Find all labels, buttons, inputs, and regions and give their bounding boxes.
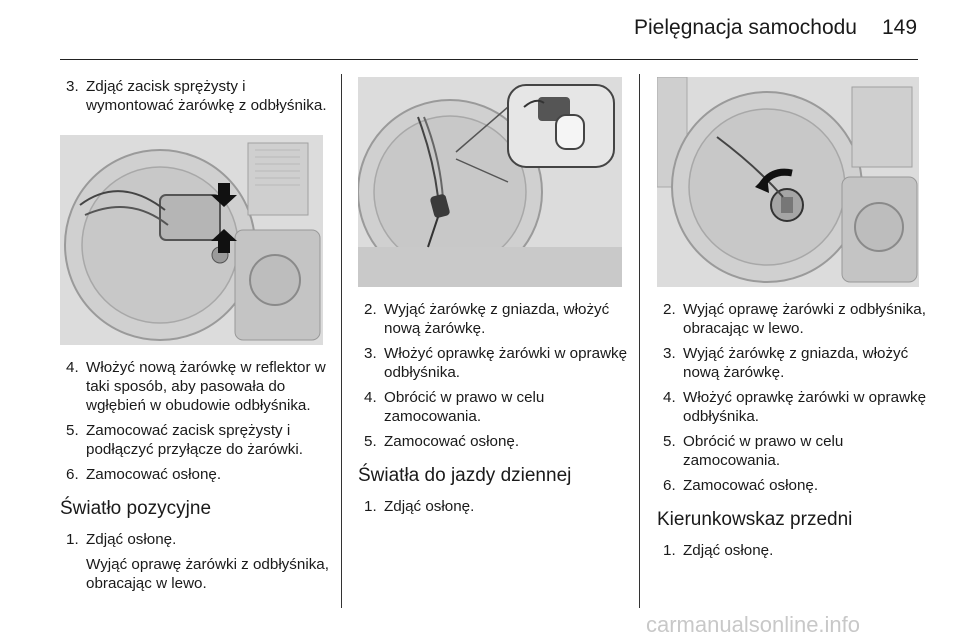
step-item — [60, 421, 336, 459]
column-divider-2 — [639, 74, 640, 608]
step-number: 5. — [663, 433, 676, 450]
page-number: 149 — [882, 16, 918, 39]
section-title: Światło pozycyjne — [60, 498, 212, 519]
step-number: 2. — [663, 301, 676, 318]
column-divider-1 — [341, 74, 342, 608]
step-number: 6. — [66, 466, 79, 483]
step-text: Włożyć oprawkę żarówki w oprawkę odbłyśnika. — [683, 389, 927, 425]
step-item — [657, 541, 927, 560]
step-number: 4. — [66, 359, 79, 376]
step-number: 4. — [663, 389, 676, 406]
step-text: Zamocować zacisk sprężysty i podłączyć przyłącze do żarówki. — [86, 422, 303, 458]
step-item — [657, 344, 927, 382]
step-item — [358, 300, 633, 338]
step-item — [358, 344, 633, 382]
step-item — [358, 432, 633, 451]
watermark: carmanualsonline.info — [646, 612, 861, 637]
step-text: Wyjąć żarówkę z gniazda, włożyć nową żarówkę. — [384, 301, 610, 337]
step-number: 3. — [663, 345, 676, 362]
headlamp-illustration-1 — [60, 135, 323, 345]
headlamp-illustration-3 — [657, 77, 919, 287]
column-1 — [60, 77, 330, 121]
step-text: Zamocować osłonę. — [86, 466, 222, 483]
step-item — [60, 77, 330, 115]
step-number: 5. — [364, 433, 377, 450]
step-text: Zdjąć osłonę. — [384, 498, 475, 515]
step-item — [60, 358, 336, 415]
column-3 — [657, 300, 927, 566]
step-text: Obrócić w prawo w celu zamocowania. — [384, 389, 545, 425]
figure-bulb-removal — [358, 77, 622, 287]
step-number: 4. — [364, 389, 377, 406]
step-number: 3. — [364, 345, 377, 362]
step-text: Zamocować osłonę. — [384, 433, 520, 450]
step-item — [657, 300, 927, 338]
step-item — [358, 388, 633, 426]
section-title: Światła do jazdy dziennej — [358, 465, 572, 486]
step-text: Wyjąć oprawę żarówki z odbłyśnika, obracając w lewo. — [683, 301, 926, 337]
step-number: 6. — [663, 477, 676, 494]
step-text: Włożyć oprawkę żarówki w oprawkę odbłyśnika. — [384, 345, 628, 381]
step-text: Obrócić w prawo w celu zamocowania. — [683, 433, 844, 469]
step-item — [60, 530, 336, 549]
header-divider — [60, 59, 918, 60]
step-text: Zdjąć zacisk sprężysty i wymontować żarówkę z odbłyśnika. — [86, 78, 327, 114]
section-title: Kierunkowskaz przedni — [657, 509, 853, 530]
step-number: 1. — [364, 498, 377, 515]
step-item — [657, 388, 927, 426]
page-header-title: Pielęgnacja samochodu — [634, 16, 857, 39]
step-number: 5. — [66, 422, 79, 439]
step-text: Zdjąć osłonę. — [86, 531, 177, 548]
step-number: 1. — [663, 542, 676, 559]
column-2 — [358, 300, 633, 522]
figure-bulb-holder-rotate — [657, 77, 919, 287]
step-text: Włożyć nową żarówkę w reflektor w taki sposób, aby pasowała do wgłębień w obudowie odbłyśnika. — [86, 359, 326, 414]
step-number: 2. — [364, 301, 377, 318]
headlamp-illustration-2 — [358, 77, 622, 287]
step-item — [657, 476, 927, 495]
step-subtext: Wyjąć oprawę żarówki z odbłyśnika, obracając w lewo. — [86, 556, 329, 592]
column-1-lower — [60, 358, 336, 593]
step-text: Zamocować osłonę. — [683, 477, 819, 494]
step-number: 3. — [66, 78, 79, 95]
step-text: Zdjąć osłonę. — [683, 542, 774, 559]
step-number: 1. — [66, 531, 79, 548]
figure-bulb-clip — [60, 135, 323, 345]
step-item — [60, 465, 336, 484]
step-text: Wyjąć żarówkę z gniazda, włożyć nową żarówkę. — [683, 345, 909, 381]
step-item — [358, 497, 633, 516]
step-item — [657, 432, 927, 470]
